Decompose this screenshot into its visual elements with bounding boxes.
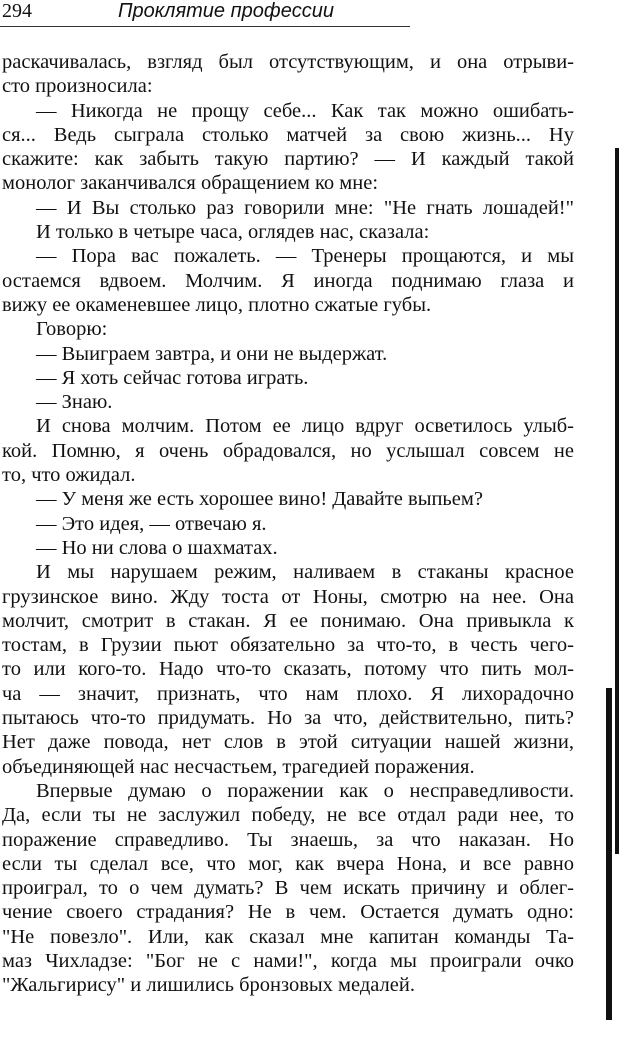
text-line: монолог заканчивался обращением ко мне: (2, 172, 379, 195)
body-text (2, 50, 574, 998)
text-line: Впервые думаю о поражении как о несправедливости. (36, 779, 574, 802)
text-line: объединяющей нас несчастьем, трагедией поражения. (2, 755, 475, 778)
text-line: ча — значит, признать, что нам плохо. Я лихорадочно (2, 682, 574, 705)
text-line: то или кого-то. Надо что-то сказать, потому что пить мол- (2, 658, 574, 681)
text-line: вижу ее окаменевшее лицо, плотно сжатые губы. (2, 293, 432, 316)
text-line: остаемся вдвоем. Молчим. Я иногда поднимаю глаза и (2, 269, 574, 292)
text-line: И мы нарушаем режим, наливаем в стаканы красное (36, 561, 574, 584)
text-line: грузинское вино. Жду тоста от Ноны, смотрю на нее. Она (2, 585, 574, 608)
text-line: ся... Ведь сыграла столько матчей за свою жизнь... Ну (2, 123, 574, 146)
text-line: если ты сделал все, что мог, как вчера Нона, и все равно (2, 852, 574, 875)
text-line: — Пора вас пожалеть. — Тренеры прощаются, и мы (36, 245, 574, 268)
running-title: Проклятие профессии (118, 0, 334, 22)
text-line: скажите: как забыть такую партию? — И каждый такой (2, 148, 574, 171)
text-line: — У меня же есть хорошее вино! Давайте выпьем? (36, 488, 483, 511)
text-line: поражение справедливо. Ты знаешь, за что наказан. Но (2, 828, 574, 851)
text-line: — Это идея, — отвечаю я. (36, 512, 267, 535)
text-line: тостам, в Грузии пьют обязательно за что-то, в честь чего- (2, 634, 574, 657)
page-edge-bar (615, 148, 619, 854)
text-line: Говорю: (36, 318, 108, 341)
text-line: "Не повезло". Или, как сказал мне капитан команды Та- (2, 925, 574, 948)
text-line: маз Чихладзе: "Бог не с нами!", когда мы проиграли очко (2, 949, 574, 972)
text-line: Нет даже повода, нет слов в этой ситуации нашей жизни, (2, 731, 574, 754)
text-line: — И Вы столько раз говорили мне: "Не гнать лошадей!" (36, 196, 574, 219)
text-line: — Я хоть сейчас готова играть. (36, 366, 309, 389)
text-line: сто произносила: (2, 75, 153, 98)
page-number: 294 (2, 0, 32, 22)
text-line: проиграл, то о чем думать? В чем искать причину и облег- (2, 877, 574, 900)
page-header (0, 0, 410, 27)
text-line: кой. Помню, я очень обрадовался, но услышал совсем не (2, 439, 574, 462)
text-line: — Знаю. (36, 391, 113, 414)
text-line: молчит, смотрит в стакан. Я ее понимаю. Она привыкла к (2, 609, 574, 632)
text-line: — Но ни слова о шахматах. (36, 536, 278, 559)
text-line: — Выиграем завтра, и они не выдержат. (36, 342, 388, 365)
text-line: И снова молчим. Потом ее лицо вдруг осветилось улыб- (36, 415, 574, 438)
page-edge-bar-thick (606, 688, 612, 1020)
text-line: И только в четыре часа, оглядев нас, сказала: (36, 221, 430, 244)
text-line: "Жальгирису" и лишились бронзовых медалей. (2, 974, 415, 997)
text-line: то, что ожидал. (2, 464, 136, 487)
text-line: раскачивалась, взгляд был отсутствующим, и она отрыви- (2, 51, 574, 73)
text-line: чение своего страдания? Не в чем. Остается думать одно: (2, 901, 574, 924)
text-line: пытаюсь что-то придумать. Но за что, действительно, пить? (2, 707, 574, 730)
text-line: — Никогда не прощу себе... Как так можно ошибать- (36, 99, 574, 122)
text-line: Да, если ты не заслужил победу, не все отдал ради нее, то (2, 804, 574, 827)
